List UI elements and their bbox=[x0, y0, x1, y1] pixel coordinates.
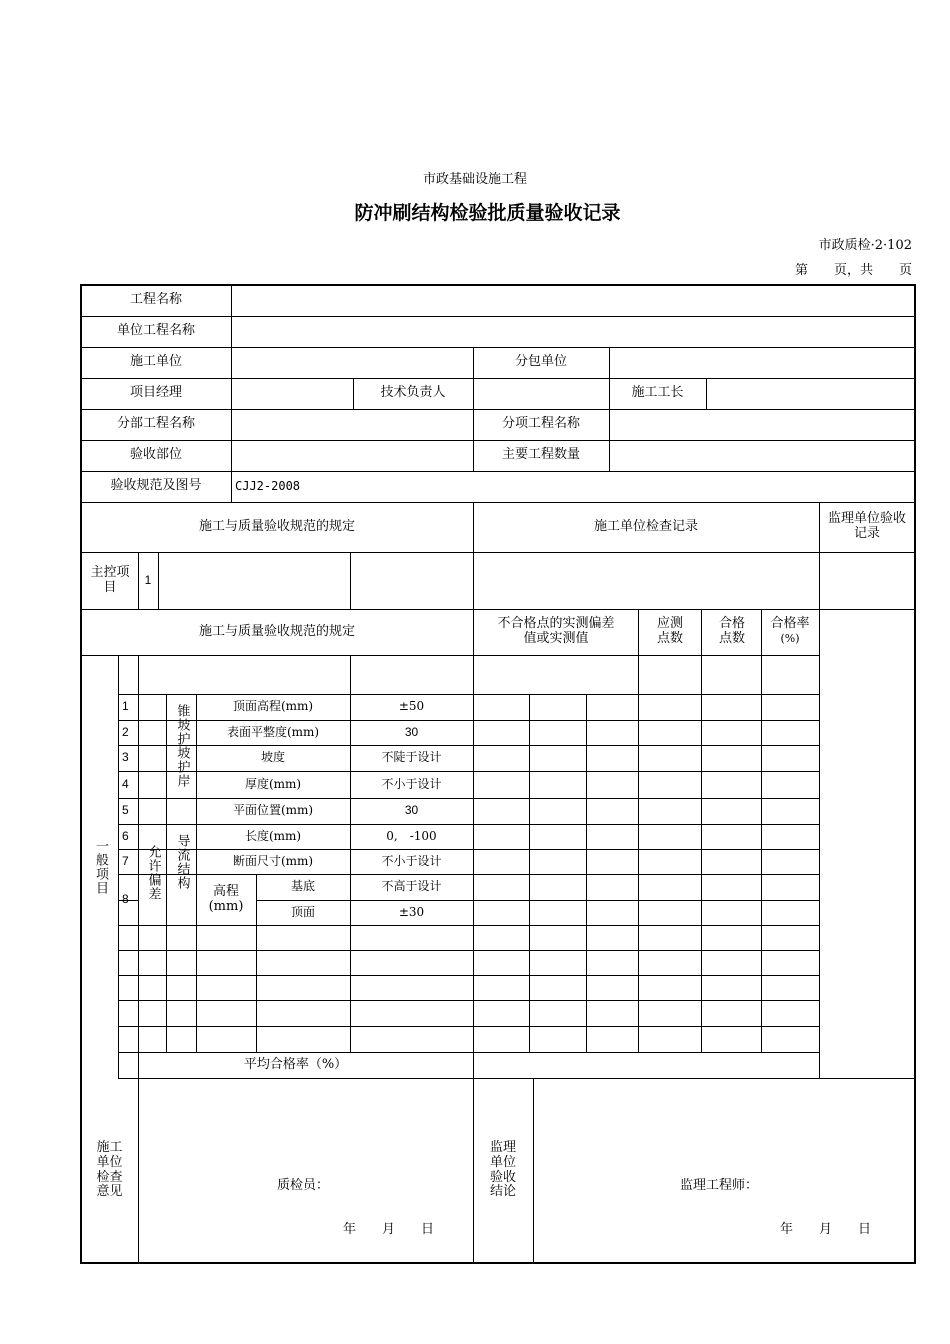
grid-line bbox=[118, 925, 819, 926]
group-diversion-label: 导流结构 bbox=[174, 833, 190, 890]
row-item: 平面位置(mm) bbox=[232, 803, 314, 818]
inspector-label: 质检员： bbox=[277, 1178, 330, 1193]
row-value: 30 bbox=[404, 803, 419, 818]
grid-line bbox=[761, 609, 762, 1052]
row-value: 0, -100 bbox=[386, 828, 437, 843]
row-value: 不陡于设计 bbox=[381, 750, 442, 765]
supervisor-date: 年 月 日 bbox=[780, 1222, 872, 1237]
avg-rate-label: 平均合格率（%） bbox=[243, 1056, 348, 1072]
grid-line bbox=[609, 409, 610, 471]
grid-line bbox=[80, 655, 819, 656]
grid-line bbox=[138, 1078, 139, 1263]
grid-line bbox=[80, 552, 914, 553]
contractor-opinion-text: 施工单位检查意见 bbox=[96, 1139, 123, 1200]
row-number: 5 bbox=[122, 803, 129, 818]
unit-project-label: 单位工程名称 bbox=[116, 323, 195, 339]
row-item: 顶面高程(mm) bbox=[232, 699, 314, 714]
quantity-label: 主要工程数量 bbox=[501, 447, 580, 463]
grid-line bbox=[158, 552, 159, 609]
grid-line bbox=[529, 694, 530, 1052]
group-slope-label: 锥坡护坡护岸 bbox=[174, 704, 190, 788]
supervisor-conclusion-label bbox=[473, 1078, 533, 1263]
grid-line bbox=[231, 285, 232, 502]
grid-line bbox=[118, 1026, 819, 1027]
grid-line bbox=[118, 1000, 819, 1001]
grid-line bbox=[609, 347, 610, 378]
tech-lead-label: 技术负责人 bbox=[380, 385, 446, 401]
row-value: ±50 bbox=[398, 699, 425, 714]
grid-line bbox=[118, 975, 819, 976]
row-number: 8 bbox=[122, 891, 129, 906]
grid-line bbox=[819, 502, 820, 1078]
contractor-date: 年 月 日 bbox=[343, 1222, 435, 1237]
main-control-no: 1 bbox=[144, 572, 152, 587]
subcontractor-label: 分包单位 bbox=[514, 354, 567, 370]
subitem-label: 分项工程名称 bbox=[501, 416, 580, 432]
form-code: 市政质检·2·102 bbox=[818, 238, 912, 253]
row-item: 坡度 bbox=[260, 750, 285, 765]
spec-value: CJJ2-2008 bbox=[235, 478, 301, 493]
pm-label: 项目经理 bbox=[129, 385, 182, 401]
row-item: 顶面 bbox=[290, 904, 315, 919]
general-items-label: 一般项目 bbox=[92, 838, 108, 895]
supervisor-conclusion-text: 监理单位验收结论 bbox=[489, 1139, 516, 1200]
grid-line bbox=[350, 552, 351, 609]
row-number: 7 bbox=[122, 853, 129, 868]
row-value: ±30 bbox=[398, 904, 425, 919]
subtitle: 市政基础设施工程 bbox=[422, 172, 527, 187]
row-item: 表面平整度(mm) bbox=[226, 724, 320, 739]
grid-line bbox=[638, 609, 639, 1052]
grid-line bbox=[473, 900, 819, 901]
elevation-label: 高程(mm) bbox=[208, 883, 244, 914]
location-label: 验收部位 bbox=[129, 447, 182, 463]
row-item: 厚度(mm) bbox=[244, 776, 302, 791]
row-number: 1 bbox=[122, 699, 129, 714]
row-number: 4 bbox=[122, 776, 129, 791]
row-number: 6 bbox=[122, 828, 129, 843]
pass-rate-unit: (%) bbox=[780, 631, 800, 645]
main-control-label: 主控项目 bbox=[90, 564, 130, 595]
pass-rate-header: 合格率 bbox=[770, 615, 810, 631]
row-value: 不小于设计 bbox=[381, 776, 442, 791]
project-name-label: 工程名称 bbox=[129, 292, 182, 308]
row-item: 断面尺寸(mm) bbox=[232, 853, 314, 868]
row-value: 30 bbox=[404, 724, 419, 739]
row-item: 基底 bbox=[290, 879, 315, 894]
foreman-label: 施工工长 bbox=[631, 385, 684, 401]
division-label: 分部工程名称 bbox=[116, 416, 195, 432]
contractor-label: 施工单位 bbox=[129, 354, 182, 370]
row-number: 3 bbox=[122, 750, 129, 765]
grid-line bbox=[914, 284, 916, 1264]
grid-line bbox=[586, 694, 587, 1052]
nonconform-header: 不合格点的实测偏差值或实测值 bbox=[497, 616, 615, 646]
spec-rule-header-2: 施工与质量验收规范的规定 bbox=[198, 623, 355, 639]
grid-line bbox=[706, 378, 707, 409]
page-info: 第 页，共 页 bbox=[794, 263, 912, 278]
spec-label: 验收规范及图号 bbox=[110, 478, 202, 494]
qualified-points-header: 合格点数 bbox=[718, 616, 745, 646]
row-value: 不高于设计 bbox=[381, 879, 442, 894]
contractor-opinion-label bbox=[81, 1078, 138, 1263]
row-number: 2 bbox=[122, 724, 129, 739]
engineer-label: 监理工程师： bbox=[680, 1178, 759, 1193]
page-title: 防冲刷结构检验批质量验收记录 bbox=[354, 202, 621, 224]
grid-line bbox=[533, 1078, 534, 1263]
row-value: 不小于设计 bbox=[381, 853, 442, 868]
grid-line bbox=[473, 378, 474, 409]
should-points-header: 应测点数 bbox=[656, 616, 683, 646]
grid-line bbox=[118, 950, 819, 951]
contractor-record-header: 施工单位检查记录 bbox=[593, 518, 698, 534]
spec-rule-header: 施工与质量验收规范的规定 bbox=[198, 518, 355, 534]
row-item: 长度(mm) bbox=[244, 828, 302, 843]
grid-line bbox=[701, 609, 702, 1052]
allowed-deviation-label: 允许偏差 bbox=[145, 845, 161, 901]
supervisor-record-header: 监理单位验收记录 bbox=[827, 511, 906, 541]
